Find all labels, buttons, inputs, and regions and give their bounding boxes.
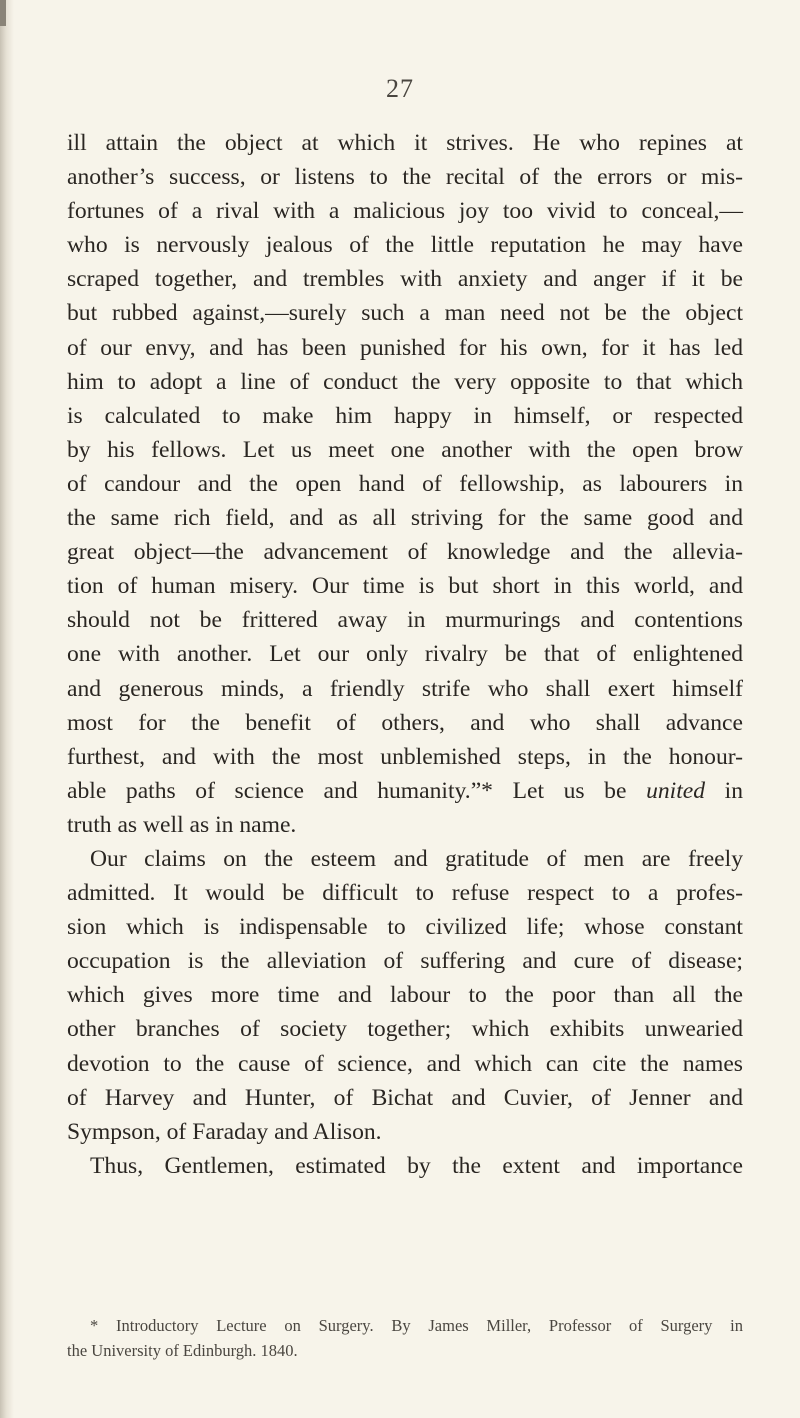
text-line: one with another. Let our only rivalry be that of enlightened: [67, 641, 743, 668]
text-line: other branches of society together; which exhibits unwearied: [67, 1016, 743, 1043]
footnote-line: * Introductory Lecture on Surgery. By James Miller, Professor of Surgery in: [90, 1316, 743, 1335]
text-line: who is nervously jealous of the little reputation he may have: [67, 232, 743, 259]
text-line: most for the benefit of others, and who shall advance: [67, 709, 743, 736]
text-line-paragraph-start: Thus, Gentlemen, estimated by the extent and importance: [90, 1152, 743, 1179]
text-line: devotion to the cause of science, and which can cite the names: [67, 1050, 743, 1077]
text-segment: able paths of science and humanity.”* Let us be: [67, 777, 627, 804]
page-edge-mark: [0, 0, 6, 26]
text-line: occupation is the alleviation of suffering and cure of disease;: [67, 948, 743, 975]
page-number: 27: [386, 74, 414, 103]
text-line: of our envy, and has been punished for his own, for it has led: [67, 334, 743, 361]
body-text: [67, 126, 743, 1183]
text-line: sion which is indispensable to civilized life; whose constant: [67, 914, 743, 941]
text-line: fortunes of a rival with a malicious joy too vivid to conceal,—: [67, 198, 743, 225]
text-line: another’s success, or listens to the recital of the errors or mis-: [67, 164, 743, 191]
text-line: by his fellows. Let us meet one another with the open brow: [67, 436, 743, 463]
text-line: but rubbed against,—surely such a man need not be the object: [67, 300, 743, 327]
text-line-with-italic: [67, 774, 743, 808]
italic-word: united: [646, 777, 706, 804]
text-line: should not be frittered away in murmurings and contentions: [67, 607, 743, 634]
text-line: Sympson, of Faraday and Alison.: [67, 1118, 382, 1145]
text-line: great object—the advancement of knowledge and the allevia-: [67, 539, 743, 566]
text-line: the same rich field, and as all striving for the same good and: [67, 505, 743, 532]
text-line: which gives more time and labour to the poor than all the: [67, 982, 743, 1009]
text-line: him to adopt a line of conduct the very opposite to that which: [67, 368, 743, 395]
text-line: admitted. It would be difficult to refuse respect to a profes-: [67, 880, 743, 907]
text-line: tion of human misery. Our time is but short in this world, and: [67, 573, 743, 600]
text-line: of Harvey and Hunter, of Bichat and Cuvier, of Jenner and: [67, 1084, 743, 1111]
text-line: truth as well as in name.: [67, 811, 297, 838]
text-line: furthest, and with the most unblemished steps, in the honour-: [67, 743, 743, 770]
text-segment: in: [705, 777, 743, 804]
footnote-line: the University of Edinburgh. 1840.: [67, 1340, 298, 1360]
text-line: of candour and the open hand of fellowship, as labourers in: [67, 470, 743, 497]
text-line: is calculated to make him happy in himself, or respected: [67, 402, 743, 429]
text-line: scraped together, and trembles with anxiety and anger if it be: [67, 266, 743, 293]
text-line: and generous minds, a friendly strife who shall exert himself: [67, 675, 743, 702]
page-edge-shadow: [0, 0, 14, 1418]
footnote: [67, 1314, 743, 1363]
text-line-paragraph-start: Our claims on the esteem and gratitude of men are freely: [90, 845, 743, 872]
text-line: ill attain the object at which it strives. He who repines at: [67, 130, 743, 156]
